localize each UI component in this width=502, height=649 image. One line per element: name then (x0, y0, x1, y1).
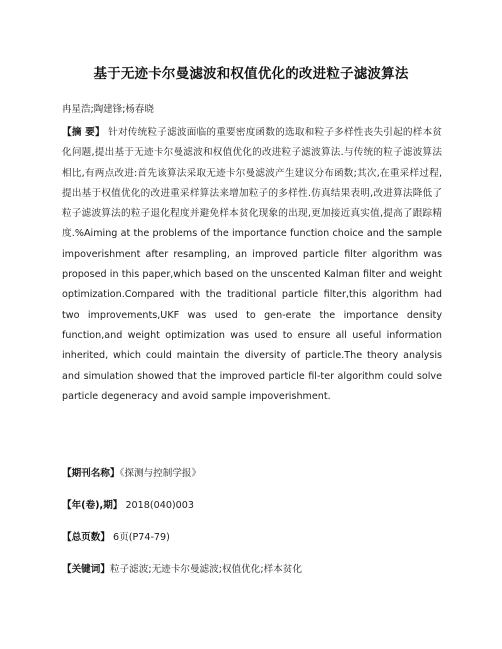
journal-value: 《探测与控制学报》 (119, 468, 202, 479)
year-volume-value: 2018(040)003 (125, 500, 194, 511)
paper-title: 基于无迹卡尔曼滤波和权值优化的改进粒子滤波算法 (93, 66, 409, 82)
keywords-value: 粒子滤波;无迹卡尔曼滤波;权值优化;样本贫化 (109, 564, 302, 575)
page-count-label: 【总页数】 (62, 532, 110, 543)
journal-field (62, 465, 201, 479)
page-count-value: 6页(P74-79) (113, 532, 170, 543)
abstract-block (62, 123, 442, 407)
author-list: 冉星浩;陶建锋;杨春晓 (62, 104, 154, 115)
page-count-field (62, 529, 170, 543)
year-volume-label: 【年(卷),期】 (62, 500, 123, 511)
abstract-label: 【摘 要】 (62, 127, 105, 138)
year-volume-field (62, 497, 194, 511)
journal-label: 【期刊名称】 (62, 468, 120, 479)
keywords-field (62, 561, 302, 575)
keywords-label: 【关键词】 (62, 564, 110, 575)
abstract-text: 针对传统粒子滤波面临的重要密度函数的选取和粒子多样性丧失引起的样本贫化问题,提出基于无迹卡尔曼滤波和权值优化的改进粒子滤波算法.与传统的粒子滤波算法相比,有两点改进:首先该算法采取无迹卡尔曼滤波产生建议分布函数;其次,在重采样过程,提出基于权值优化的改进重采样算法来增加粒子的多样性.仿真结果表明,改进算法降低了粒子滤波算法的粒子退化程度并避免样本贫化现象的出现,更加接近真实值,提高了跟踪精度.%Aiming at the problems of the importance function choice and the sample impoverishment after resampling, an improved particle filter algorithm was proposed in this paper,which based on the unscented Kalman filter and weight optimization.Compared with the traditional particle filter,this algorithm had two improvements,UKF was used to gen-erate the importance density function,and weight optimization was used to ensure all useful information inherited, which could maintain the diversity of particle.The theory analysis and simulation showed that the improved particle fil-ter algorithm could solve particle degeneracy and avoid sample impoverishment. (62, 127, 442, 402)
